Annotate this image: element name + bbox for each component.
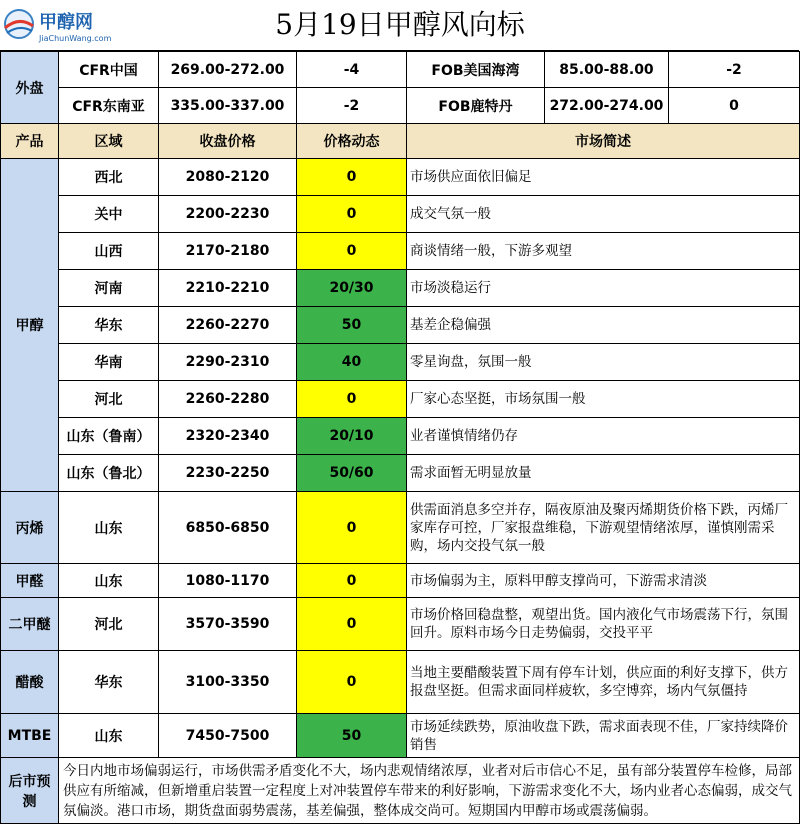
header-region: 区域 — [59, 124, 159, 159]
table-row — [1, 651, 800, 714]
price-cell: 2200-2230 — [159, 196, 297, 233]
external-a-price: 335.00-337.00 — [159, 88, 297, 124]
price-cell: 6850-6850 — [159, 492, 297, 564]
desc-cell: 市场延续跌势，原油收盘下跌，需求面表现不佳，厂家持续降价销售 — [407, 714, 800, 758]
table-row — [1, 344, 800, 381]
table-row — [1, 455, 800, 492]
desc-cell: 成交气氛一般 — [407, 196, 800, 233]
table-row — [1, 159, 800, 196]
external-row-1 — [1, 52, 800, 88]
desc-cell: 基差企稳偏强 — [407, 307, 800, 344]
region-cell: 关中 — [59, 196, 159, 233]
desc-cell: 市场淡稳运行 — [407, 270, 800, 307]
external-b-name: FOB鹿特丹 — [407, 88, 545, 124]
external-row-2 — [1, 88, 800, 124]
desc-cell: 市场偏弱为主，原料甲醇支撑尚可，下游需求清淡 — [407, 564, 800, 598]
table-row — [1, 381, 800, 418]
external-b-change: 0 — [669, 88, 800, 124]
table-row — [1, 307, 800, 344]
table-row — [1, 598, 800, 651]
change-cell: 0 — [297, 564, 407, 598]
external-a-price: 269.00-272.00 — [159, 52, 297, 88]
change-cell: 0 — [297, 598, 407, 651]
methanol-table — [0, 51, 800, 824]
table-row — [1, 492, 800, 564]
external-a-change: -2 — [297, 88, 407, 124]
change-cell: 50/60 — [297, 455, 407, 492]
external-b-change: -2 — [669, 52, 800, 88]
product-cell: 丙烯 — [1, 492, 59, 564]
desc-cell: 市场供应面依旧偏足 — [407, 159, 800, 196]
table-row — [1, 564, 800, 598]
external-b-price: 85.00-88.00 — [545, 52, 669, 88]
desc-cell: 需求面暂无明显放量 — [407, 455, 800, 492]
external-a-change: -4 — [297, 52, 407, 88]
region-cell: 山东 — [59, 714, 159, 758]
desc-cell: 市场价格回稳盘整，观望出货。国内液化气市场震荡下行，氛围回升。原料市场今日走势偏弱，交投平平 — [407, 598, 800, 651]
change-cell: 50 — [297, 714, 407, 758]
desc-cell: 零星询盘，氛围一般 — [407, 344, 800, 381]
price-cell: 1080-1170 — [159, 564, 297, 598]
table-row — [1, 714, 800, 758]
external-a-name: CFR中国 — [59, 52, 159, 88]
table-row — [1, 418, 800, 455]
region-cell: 华东 — [59, 651, 159, 714]
header-desc: 市场简述 — [407, 124, 800, 159]
change-cell: 0 — [297, 651, 407, 714]
change-cell: 20/30 — [297, 270, 407, 307]
page-title: 5月19日甲醇风向标 — [275, 8, 525, 41]
price-cell: 7450-7500 — [159, 714, 297, 758]
external-label: 外盘 — [1, 52, 59, 124]
table-row — [1, 270, 800, 307]
desc-cell: 供需面消息多空并存，隔夜原油及聚丙烯期货价格下跌，丙烯厂家库存可控，厂家报盘维稳，下游观望情绪浓厚，谨慎刚需采购，场内交投气氛一般 — [407, 492, 800, 564]
header-product: 产品 — [1, 124, 59, 159]
header-price: 收盘价格 — [159, 124, 297, 159]
price-cell: 2230-2250 — [159, 455, 297, 492]
product-cell: MTBE — [1, 714, 59, 758]
change-cell: 50 — [297, 307, 407, 344]
product-methanol: 甲醇 — [1, 159, 59, 492]
logo-cn-text: 甲醇网 — [39, 12, 93, 33]
region-cell: 山西 — [59, 233, 159, 270]
product-cell: 醋酸 — [1, 651, 59, 714]
product-cell: 二甲醚 — [1, 598, 59, 651]
region-cell: 西北 — [59, 159, 159, 196]
change-cell: 20/10 — [297, 418, 407, 455]
table-row — [1, 233, 800, 270]
price-cell: 2320-2340 — [159, 418, 297, 455]
desc-cell: 当地主要醋酸装置下周有停车计划，供应面的利好支撑下，供方报盘坚挺。但需求面同样疲软，多空博弈，场内气氛僵持 — [407, 651, 800, 714]
change-cell: 0 — [297, 159, 407, 196]
forecast-label: 后市预测 — [1, 758, 59, 824]
price-cell: 2080-2120 — [159, 159, 297, 196]
change-cell: 0 — [297, 233, 407, 270]
region-cell: 山东 — [59, 564, 159, 598]
table-row — [1, 196, 800, 233]
region-cell: 山东（鲁南） — [59, 418, 159, 455]
region-cell: 华东 — [59, 307, 159, 344]
change-cell: 0 — [297, 381, 407, 418]
price-cell: 2210-2210 — [159, 270, 297, 307]
external-b-price: 272.00-274.00 — [545, 88, 669, 124]
desc-cell: 商谈情绪一般，下游多观望 — [407, 233, 800, 270]
table-header-row — [1, 124, 800, 159]
price-cell: 2260-2280 — [159, 381, 297, 418]
desc-cell: 厂家心态坚挺，市场氛围一般 — [407, 381, 800, 418]
region-cell: 山东 — [59, 492, 159, 564]
price-cell: 2170-2180 — [159, 233, 297, 270]
change-cell: 40 — [297, 344, 407, 381]
change-cell: 0 — [297, 492, 407, 564]
region-cell: 河北 — [59, 598, 159, 651]
product-cell: 甲醛 — [1, 564, 59, 598]
logo-en-text: JiaChunWang.com — [39, 34, 112, 43]
price-cell: 2260-2270 — [159, 307, 297, 344]
change-cell: 0 — [297, 196, 407, 233]
price-cell: 2290-2310 — [159, 344, 297, 381]
region-cell: 山东（鲁北） — [59, 455, 159, 492]
region-cell: 河南 — [59, 270, 159, 307]
forecast-text: 今日内地市场偏弱运行，市场供需矛盾变化不大，场内悲观情绪浓厚，业者对后市信心不足，虽有部分装置停车检修，局部供应有所缩减，但新增重启装置一定程度上对冲装置停车带来的利好影响，下游需求变化不大，场内业者心态偏弱，成交气氛偏淡。港口市场，期货盘面弱势震荡，基差偏强，整体成交尚可。短期国内甲醇市场或震荡偏弱。 — [59, 758, 800, 824]
region-cell: 河北 — [59, 381, 159, 418]
external-b-name: FOB美国海湾 — [407, 52, 545, 88]
external-a-name: CFR东南亚 — [59, 88, 159, 124]
title-bar — [0, 0, 799, 51]
price-cell: 3570-3590 — [159, 598, 297, 651]
price-cell: 3100-3350 — [159, 651, 297, 714]
forecast-row — [1, 758, 800, 824]
header-change: 价格动态 — [297, 124, 407, 159]
region-cell: 华南 — [59, 344, 159, 381]
desc-cell: 业者谨慎情绪仍存 — [407, 418, 800, 455]
